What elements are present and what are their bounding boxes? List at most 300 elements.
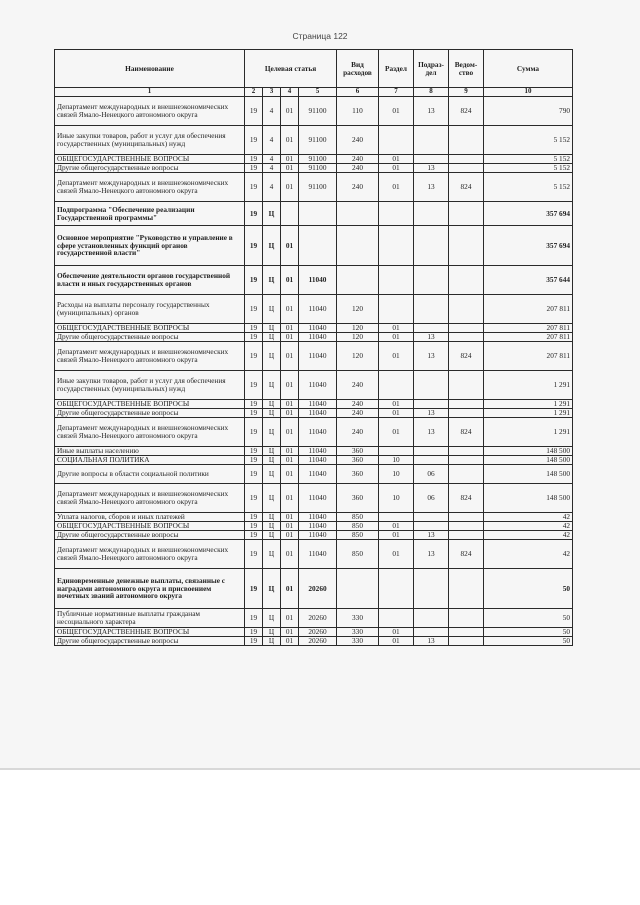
table-row [55, 540, 573, 569]
row-name: Единовременные денежные выплаты, связанные с наградами автономного округа и присвоением почетных званий автономного округа [55, 569, 245, 609]
row-section: 01 [379, 418, 414, 447]
row-target-program: 19 [245, 126, 263, 155]
row-amount: 357 694 [484, 202, 573, 226]
row-target-direction [299, 226, 337, 266]
row-target-direction: 11040 [299, 465, 337, 484]
header-vid: Вид расходов [337, 50, 379, 88]
row-expense-type: 360 [337, 456, 379, 465]
column-number: 5 [299, 88, 337, 97]
column-number: 2 [245, 88, 263, 97]
row-target-subprogram: Ц [263, 371, 281, 400]
row-target-direction: 91100 [299, 155, 337, 164]
row-target-subprogram: Ц [263, 266, 281, 295]
row-target-program: 19 [245, 97, 263, 126]
row-section: 10 [379, 465, 414, 484]
row-department-code [449, 226, 484, 266]
table-row [55, 418, 573, 447]
row-expense-type [337, 226, 379, 266]
row-subsection: 13 [414, 637, 449, 646]
row-department-code [449, 628, 484, 637]
row-subsection [414, 126, 449, 155]
row-expense-type: 110 [337, 97, 379, 126]
row-amount: 5 152 [484, 164, 573, 173]
row-subsection [414, 569, 449, 609]
row-target-program: 19 [245, 371, 263, 400]
row-target-subprogram: Ц [263, 569, 281, 609]
header-podrazdel: Подраз-дел [414, 50, 449, 88]
row-target-event: 01 [281, 342, 299, 371]
row-subsection [414, 456, 449, 465]
row-subsection: 13 [414, 342, 449, 371]
table-row [55, 155, 573, 164]
row-section: 01 [379, 522, 414, 531]
row-subsection [414, 295, 449, 324]
row-target-direction [299, 202, 337, 226]
row-target-program: 19 [245, 164, 263, 173]
row-expense-type: 120 [337, 295, 379, 324]
column-number: 3 [263, 88, 281, 97]
table-row [55, 202, 573, 226]
row-target-program: 19 [245, 173, 263, 202]
row-target-subprogram: Ц [263, 447, 281, 456]
row-expense-type: 850 [337, 522, 379, 531]
row-subsection [414, 609, 449, 628]
row-subsection [414, 628, 449, 637]
table-row [55, 226, 573, 266]
row-target-direction: 11040 [299, 324, 337, 333]
table-row [55, 609, 573, 628]
row-name: Иные выплаты населению [55, 447, 245, 456]
row-target-direction: 11040 [299, 371, 337, 400]
row-expense-type: 240 [337, 164, 379, 173]
row-amount: 207 811 [484, 295, 573, 324]
table-body [55, 97, 573, 646]
row-amount: 207 811 [484, 342, 573, 371]
table-row [55, 333, 573, 342]
row-target-event: 01 [281, 324, 299, 333]
table-row [55, 628, 573, 637]
row-target-direction: 20260 [299, 609, 337, 628]
row-subsection: 13 [414, 164, 449, 173]
row-target-direction: 11040 [299, 333, 337, 342]
row-subsection: 13 [414, 97, 449, 126]
row-target-program: 19 [245, 531, 263, 540]
row-target-direction: 20260 [299, 637, 337, 646]
row-name: Публичные нормативные выплаты гражданам несоциального характера [55, 609, 245, 628]
row-subsection: 06 [414, 465, 449, 484]
row-name: Другие общегосударственные вопросы [55, 333, 245, 342]
row-amount: 148 500 [484, 456, 573, 465]
row-target-event: 01 [281, 266, 299, 295]
row-expense-type: 240 [337, 409, 379, 418]
column-number: 1 [55, 88, 245, 97]
row-amount: 42 [484, 531, 573, 540]
row-subsection: 13 [414, 531, 449, 540]
row-section: 10 [379, 456, 414, 465]
row-expense-type: 240 [337, 400, 379, 409]
row-expense-type: 240 [337, 126, 379, 155]
row-section [379, 226, 414, 266]
row-expense-type [337, 266, 379, 295]
row-target-event: 01 [281, 447, 299, 456]
row-name: Другие общегосударственные вопросы [55, 409, 245, 418]
row-target-event: 01 [281, 226, 299, 266]
row-department-code [449, 266, 484, 295]
row-target-event: 01 [281, 522, 299, 531]
row-target-subprogram: Ц [263, 531, 281, 540]
row-target-program: 19 [245, 540, 263, 569]
row-name: Иные закупки товаров, работ и услуг для обеспечения государственных (муниципальных) нужд [55, 371, 245, 400]
row-target-program: 19 [245, 333, 263, 342]
row-section: 01 [379, 531, 414, 540]
row-target-subprogram: Ц [263, 522, 281, 531]
row-section: 01 [379, 637, 414, 646]
row-target-subprogram: Ц [263, 409, 281, 418]
row-section: 01 [379, 333, 414, 342]
row-target-event: 01 [281, 97, 299, 126]
row-section: 01 [379, 155, 414, 164]
row-amount: 5 152 [484, 126, 573, 155]
row-department-code [449, 609, 484, 628]
row-amount: 357 644 [484, 266, 573, 295]
row-section: 01 [379, 628, 414, 637]
header-row [55, 50, 573, 88]
column-number-row [55, 88, 573, 97]
row-expense-type: 120 [337, 324, 379, 333]
header-razdel: Раздел [379, 50, 414, 88]
row-department-code [449, 447, 484, 456]
table-row [55, 324, 573, 333]
row-expense-type: 240 [337, 418, 379, 447]
row-target-subprogram: Ц [263, 609, 281, 628]
row-target-subprogram: Ц [263, 456, 281, 465]
row-subsection [414, 513, 449, 522]
row-department-code [449, 569, 484, 609]
row-target-event: 01 [281, 540, 299, 569]
row-target-direction: 11040 [299, 540, 337, 569]
row-target-event: 01 [281, 465, 299, 484]
row-target-event: 01 [281, 295, 299, 324]
row-name: Другие общегосударственные вопросы [55, 164, 245, 173]
row-target-subprogram: Ц [263, 484, 281, 513]
row-department-code [449, 164, 484, 173]
row-amount: 50 [484, 637, 573, 646]
row-department-code: 824 [449, 484, 484, 513]
row-target-event: 01 [281, 628, 299, 637]
row-target-subprogram: Ц [263, 324, 281, 333]
row-target-program: 19 [245, 569, 263, 609]
row-target-event: 01 [281, 456, 299, 465]
row-target-program: 19 [245, 513, 263, 522]
row-expense-type: 240 [337, 155, 379, 164]
row-amount: 50 [484, 569, 573, 609]
row-department-code [449, 324, 484, 333]
table-row [55, 569, 573, 609]
row-department-code [449, 295, 484, 324]
row-target-subprogram: Ц [263, 465, 281, 484]
row-target-direction: 11040 [299, 295, 337, 324]
row-expense-type: 850 [337, 513, 379, 522]
row-expense-type: 850 [337, 531, 379, 540]
row-amount: 148 500 [484, 447, 573, 456]
row-target-direction: 11040 [299, 266, 337, 295]
row-subsection [414, 155, 449, 164]
row-expense-type: 120 [337, 342, 379, 371]
row-section [379, 513, 414, 522]
row-target-event: 01 [281, 409, 299, 418]
table-row [55, 522, 573, 531]
row-subsection: 13 [414, 418, 449, 447]
row-department-code [449, 126, 484, 155]
row-subsection [414, 202, 449, 226]
row-target-program: 19 [245, 155, 263, 164]
row-name: СОЦИАЛЬНАЯ ПОЛИТИКА [55, 456, 245, 465]
header-vedomstvo: Ведом-ство [449, 50, 484, 88]
row-target-direction: 20260 [299, 628, 337, 637]
row-subsection [414, 447, 449, 456]
row-department-code: 824 [449, 97, 484, 126]
row-name: ОБЩЕГОСУДАРСТВЕННЫЕ ВОПРОСЫ [55, 628, 245, 637]
table-row [55, 295, 573, 324]
row-section: 01 [379, 409, 414, 418]
row-section: 01 [379, 540, 414, 569]
row-department-code [449, 333, 484, 342]
row-target-subprogram: Ц [263, 202, 281, 226]
row-section: 01 [379, 324, 414, 333]
column-number: 7 [379, 88, 414, 97]
row-department-code [449, 522, 484, 531]
row-target-event: 01 [281, 513, 299, 522]
row-amount: 42 [484, 513, 573, 522]
row-section: 01 [379, 342, 414, 371]
row-target-event: 01 [281, 164, 299, 173]
row-section [379, 202, 414, 226]
row-name: Уплата налогов, сборов и иных платежей [55, 513, 245, 522]
table-row [55, 126, 573, 155]
row-target-direction: 11040 [299, 456, 337, 465]
row-name: Департамент международных и внешнеэкономических связей Ямало-Ненецкого автономного округа [55, 173, 245, 202]
row-name: Департамент международных и внешнеэкономических связей Ямало-Ненецкого автономного округа [55, 97, 245, 126]
row-expense-type [337, 569, 379, 609]
row-target-subprogram: Ц [263, 637, 281, 646]
row-name: Департамент международных и внешнеэкономических связей Ямало-Ненецкого автономного округа [55, 484, 245, 513]
row-subsection [414, 522, 449, 531]
row-department-code [449, 400, 484, 409]
row-target-program: 19 [245, 202, 263, 226]
row-target-event: 01 [281, 531, 299, 540]
row-subsection [414, 226, 449, 266]
row-target-program: 19 [245, 522, 263, 531]
row-name: Обеспечение деятельности органов государственной власти и иных государственных органов [55, 266, 245, 295]
row-amount: 207 811 [484, 333, 573, 342]
row-subsection: 13 [414, 173, 449, 202]
table-row [55, 637, 573, 646]
row-subsection [414, 400, 449, 409]
row-target-program: 19 [245, 609, 263, 628]
table-row [55, 513, 573, 522]
page-label: Страница 122 [292, 31, 348, 41]
row-expense-type: 330 [337, 609, 379, 628]
row-subsection [414, 371, 449, 400]
row-section: 01 [379, 164, 414, 173]
row-expense-type: 850 [337, 540, 379, 569]
row-target-subprogram: 4 [263, 97, 281, 126]
row-target-program: 19 [245, 465, 263, 484]
row-target-subprogram: 4 [263, 126, 281, 155]
row-department-code [449, 513, 484, 522]
row-expense-type [337, 202, 379, 226]
row-target-program: 19 [245, 484, 263, 513]
row-target-subprogram: 4 [263, 173, 281, 202]
row-name: Расходы на выплаты персоналу государственных (муниципальных) органов [55, 295, 245, 324]
table-row [55, 342, 573, 371]
row-department-code [449, 371, 484, 400]
row-expense-type: 240 [337, 371, 379, 400]
row-amount: 148 500 [484, 465, 573, 484]
row-target-program: 19 [245, 295, 263, 324]
table-row [55, 266, 573, 295]
row-name: Подпрограмма "Обеспечение реализации Государственной программы" [55, 202, 245, 226]
header-summa: Сумма [484, 50, 573, 88]
row-target-event: 01 [281, 637, 299, 646]
row-target-direction: 11040 [299, 400, 337, 409]
column-number: 9 [449, 88, 484, 97]
row-target-event: 01 [281, 569, 299, 609]
row-name: Департамент международных и внешнеэкономических связей Ямало-Ненецкого автономного округа [55, 540, 245, 569]
row-target-event [281, 202, 299, 226]
row-name: Другие общегосударственные вопросы [55, 637, 245, 646]
table-row [55, 400, 573, 409]
row-section [379, 126, 414, 155]
row-name: ОБЩЕГОСУДАРСТВЕННЫЕ ВОПРОСЫ [55, 155, 245, 164]
row-subsection [414, 324, 449, 333]
row-target-event: 01 [281, 418, 299, 447]
row-department-code [449, 202, 484, 226]
row-department-code: 824 [449, 342, 484, 371]
table-row [55, 465, 573, 484]
row-subsection: 06 [414, 484, 449, 513]
row-name: Другие общегосударственные вопросы [55, 531, 245, 540]
header-target: Целевая статья [245, 50, 337, 88]
row-subsection [414, 266, 449, 295]
row-target-direction: 91100 [299, 164, 337, 173]
row-target-subprogram: 4 [263, 155, 281, 164]
row-department-code [449, 155, 484, 164]
row-target-program: 19 [245, 456, 263, 465]
row-amount: 5 152 [484, 173, 573, 202]
row-target-event: 01 [281, 333, 299, 342]
row-name: Иные закупки товаров, работ и услуг для обеспечения государственных (муниципальных) нужд [55, 126, 245, 155]
row-amount: 1 291 [484, 371, 573, 400]
row-target-direction: 91100 [299, 173, 337, 202]
budget-table [54, 49, 573, 646]
table-row [55, 531, 573, 540]
row-target-program: 19 [245, 409, 263, 418]
row-department-code [449, 531, 484, 540]
column-number: 8 [414, 88, 449, 97]
row-subsection: 13 [414, 409, 449, 418]
row-amount: 1 291 [484, 418, 573, 447]
row-target-program: 19 [245, 226, 263, 266]
row-amount: 5 152 [484, 155, 573, 164]
row-section: 01 [379, 97, 414, 126]
row-target-direction: 11040 [299, 418, 337, 447]
row-subsection: 13 [414, 540, 449, 569]
column-number: 10 [484, 88, 573, 97]
row-amount: 357 694 [484, 226, 573, 266]
table-row [55, 164, 573, 173]
row-section [379, 609, 414, 628]
row-target-program: 19 [245, 324, 263, 333]
table-row [55, 173, 573, 202]
row-expense-type: 360 [337, 447, 379, 456]
table-row [55, 371, 573, 400]
row-target-program: 19 [245, 637, 263, 646]
row-section [379, 447, 414, 456]
row-expense-type: 360 [337, 484, 379, 513]
row-target-event: 01 [281, 609, 299, 628]
row-subsection: 13 [414, 333, 449, 342]
row-target-event: 01 [281, 173, 299, 202]
row-amount: 790 [484, 97, 573, 126]
row-name: ОБЩЕГОСУДАРСТВЕННЫЕ ВОПРОСЫ [55, 400, 245, 409]
row-amount: 207 811 [484, 324, 573, 333]
row-target-direction: 11040 [299, 342, 337, 371]
row-target-direction: 11040 [299, 513, 337, 522]
table-row [55, 97, 573, 126]
row-amount: 1 291 [484, 409, 573, 418]
row-name: Департамент международных и внешнеэкономических связей Ямало-Ненецкого автономного округа [55, 342, 245, 371]
header-name: Наименование [55, 50, 245, 88]
row-name: Департамент международных и внешнеэкономических связей Ямало-Ненецкого автономного округа [55, 418, 245, 447]
row-name: Другие вопросы в области социальной политики [55, 465, 245, 484]
column-number: 6 [337, 88, 379, 97]
table-row [55, 447, 573, 456]
row-expense-type: 330 [337, 628, 379, 637]
row-target-event: 01 [281, 155, 299, 164]
row-section: 10 [379, 484, 414, 513]
table-row [55, 456, 573, 465]
row-target-program: 19 [245, 628, 263, 637]
row-amount: 42 [484, 522, 573, 531]
row-target-event: 01 [281, 126, 299, 155]
row-amount: 42 [484, 540, 573, 569]
row-name: Основное мероприятие "Руководство и управление в сфере установленных функций органов государственной власти" [55, 226, 245, 266]
row-target-direction: 20260 [299, 569, 337, 609]
row-target-event: 01 [281, 371, 299, 400]
row-target-program: 19 [245, 266, 263, 295]
row-target-subprogram: Ц [263, 342, 281, 371]
row-name: ОБЩЕГОСУДАРСТВЕННЫЕ ВОПРОСЫ [55, 324, 245, 333]
row-amount: 148 500 [484, 484, 573, 513]
row-target-subprogram: Ц [263, 628, 281, 637]
row-expense-type: 330 [337, 637, 379, 646]
row-target-direction: 91100 [299, 97, 337, 126]
row-target-subprogram: Ц [263, 400, 281, 409]
row-section [379, 569, 414, 609]
row-amount: 1 291 [484, 400, 573, 409]
row-department-code [449, 465, 484, 484]
row-department-code: 824 [449, 540, 484, 569]
row-expense-type: 240 [337, 173, 379, 202]
row-section: 01 [379, 400, 414, 409]
row-target-subprogram: Ц [263, 333, 281, 342]
row-target-subprogram: Ц [263, 540, 281, 569]
row-department-code: 824 [449, 173, 484, 202]
row-section: 01 [379, 173, 414, 202]
row-department-code: 824 [449, 418, 484, 447]
row-target-subprogram: Ц [263, 418, 281, 447]
